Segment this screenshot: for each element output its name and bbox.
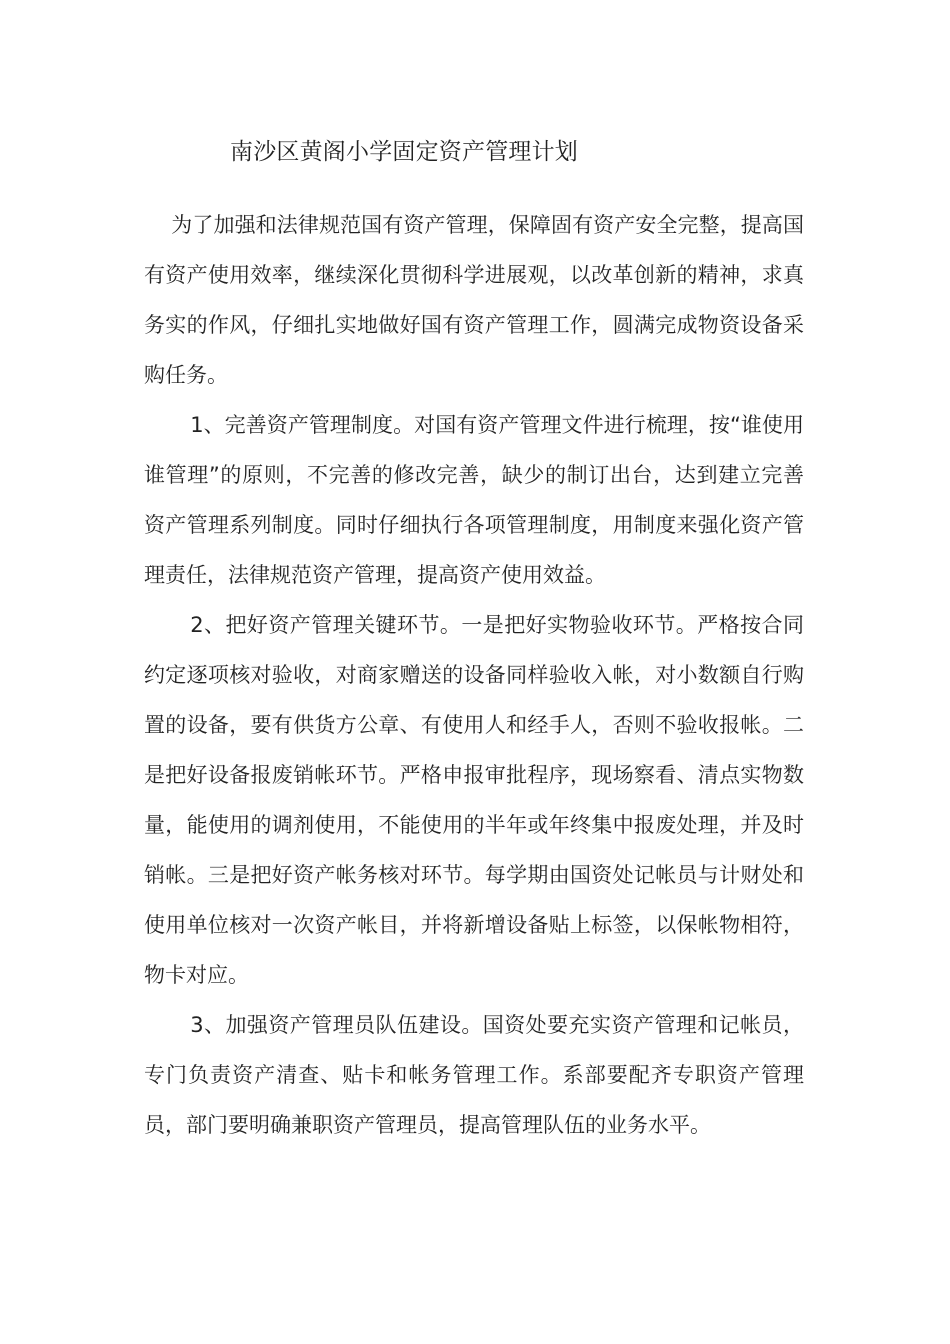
section-2-paragraph: 2、把好资产管理关键环节。一是把好实物验收环节。严格按合同约定逐项核对验收，对商家赠送的设备同样验收入帐，对小数额自行购置的设备，要有供货方公章、有使用人和经手人，否则不验收报帐。二是把好设备报废销帐环节。严格申报审批程序，现场察看、清点实物数量，能使用的调剂使用，不能使用的半年或年终集中报废处理，并及时销帐。三是把好资产帐务核对环节。每学期由国资处记帐员与计财处和使用单位核对一次资产帐目，并将新增设备贴上标签，以保帐物相符，物卡对应。 <box>144 613 804 987</box>
document-title: 南沙区黄阁小学固定资产管理计划 <box>230 139 578 165</box>
intro-paragraph: 为了加强和法律规范国有资产管理，保障固有资产安全完整，提高国有资产使用效率，继续深化贯彻科学进展观，以改革创新的精神，求真务实的作风，仔细扎实地做好国有资产管理工作，圆满完成物资设备采购任务。 <box>144 213 804 387</box>
document-body <box>144 200 804 1150</box>
section-3-paragraph: 3、加强资产管理员队伍建设。国资处要充实资产管理和记帐员，专门负责资产清查、贴卡和帐务管理工作。系部要配齐专职资产管理员，部门要明确兼职资产管理员，提高管理队伍的业务水平。 <box>144 1013 804 1137</box>
section-1-paragraph: 1、完善资产管理制度。对国有资产管理文件进行梳理，按“谁使用谁管理”的原则，不完善的修改完善，缺少的制订出台，达到建立完善资产管理系列制度。同时仔细执行各项管理制度，用制度来强化资产管理责任，法律规范资产管理，提高资产使用效益。 <box>144 413 804 587</box>
